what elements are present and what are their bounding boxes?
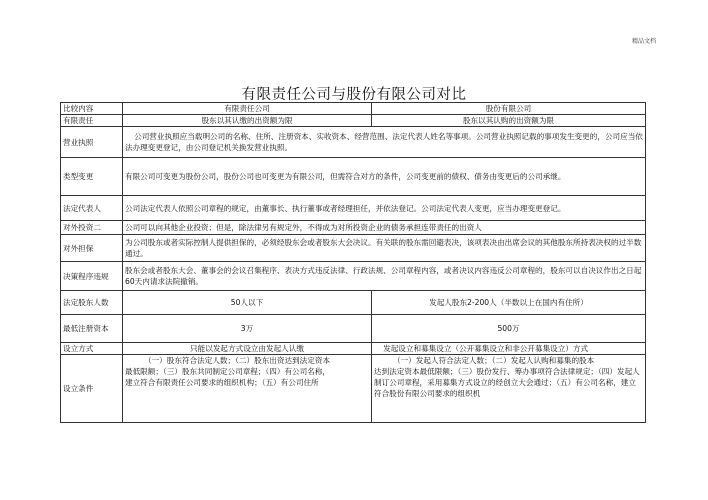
- row-label: 对外担保: [61, 235, 123, 262]
- row-label: 营业执照: [61, 127, 123, 158]
- table-cell: 公司可以向其他企业投资；但是，除法律另有规定外，不得成为对所投资企业的债务承担连带责任的出资人: [123, 221, 646, 235]
- table-cell: 股东以其认缴的出资额为限: [123, 115, 372, 127]
- table-cell: 发起设立和募集设立（公开募集设立和非公开募集设立）方式: [372, 343, 646, 355]
- cell-line: 建立符合有限责任公司要求的组织机构；（五）有公司住所: [125, 378, 319, 387]
- table-row: [61, 343, 646, 355]
- row-label: 类型变更: [61, 158, 123, 196]
- row-label: 有限责任: [61, 115, 123, 127]
- cell-line: （一）发起人符合法定人数；（二）发起人认购和募集的股本: [393, 356, 595, 365]
- table-cell: 股东以其认购的出资额为限: [372, 115, 646, 127]
- table-row: [61, 262, 646, 291]
- table-row: [61, 315, 646, 343]
- cell-line: 最低限额；（三）股东共同制定公司章程；（四）有公司名称，: [125, 367, 331, 376]
- table-row: [61, 196, 646, 221]
- table-cell: 公司法定代表人依照公司章程的规定，由董事长、执行董事或者经理担任，并依法登记。公司法定代表人变更，应当办理变更登记。: [123, 196, 646, 221]
- page-title: 有限责任公司与股份有限公司对比: [241, 87, 467, 103]
- table-row: [61, 355, 646, 423]
- cell-line: （一）股东符合法定人数；（二）股东出资达到法定资本: [144, 356, 331, 365]
- table-row: [61, 115, 646, 127]
- row-label: 设立条件: [61, 355, 123, 423]
- table-cell: 只能以发起方式设立由发起人认缴: [123, 343, 372, 355]
- table-row: [61, 235, 646, 262]
- column-header: 比较内容: [61, 103, 123, 115]
- table-cell: 500万: [372, 315, 646, 343]
- column-header: 股份有限公司: [372, 103, 646, 115]
- row-label: 对外投资二: [61, 221, 123, 235]
- column-header: 有限责任公司: [123, 103, 372, 115]
- table-cell: 发起人股东2-200人（半数以上在国内有住所）: [372, 291, 646, 315]
- table-cell: 为公司股东或者实际控制人提供担保的，必须经股东会或者股东大会决议。有关联的股东需回避表决，该项表决由出席会议的其他股东所持表决权的过半数通过。: [123, 235, 646, 262]
- header-watermark: 精品文档: [631, 38, 656, 45]
- row-label: 最低注册资本: [61, 315, 123, 343]
- row-label: 设立方式: [61, 343, 123, 355]
- row-label: 决策程序违规: [61, 262, 123, 291]
- table-cell: 有限公司可变更为股份公司，股份公司也可变更为有限公司，但需符合对方的条件，公司变更前的债权、债务由变更后的公司承继。: [123, 158, 646, 196]
- table-row: [61, 291, 646, 315]
- comparison-table: [60, 102, 646, 423]
- cell-line: 达到法定资本最低限额；（三）股份发行、筹办事项符合法律规定；（四）发起人制订公司章程，采用募集方式设立的经创立大会通过；（五）有公司名称，建立符合股份有限公司要求的组织机: [374, 367, 640, 398]
- table-header-row: [61, 103, 646, 115]
- table-cell: 股东会或者股东大会、董事会的会议召集程序、表决方式违反法律、行政法规、公司章程内容，或者决议内容违反公司章程的，股东可以自决议作出之日起 60天内请求法院撤销。: [123, 262, 646, 291]
- table-cell: 50人以下: [123, 291, 372, 315]
- table-cell: 3万: [123, 315, 372, 343]
- table-row: [61, 221, 646, 235]
- table-row: [61, 127, 646, 158]
- table-row: [61, 158, 646, 196]
- row-label: 法定股东人数: [61, 291, 123, 315]
- row-label: 法定代表人: [61, 196, 123, 221]
- table-cell: [123, 355, 372, 423]
- table-cell: 公司营业执照应当载明公司的名称、住所、注册资本、实收资本、经营范围、法定代表人姓名等事项。公司营业执照记载的事项发生变更的，公司应当依法办理变更登记，由公司登记机关换发营业执照。: [123, 127, 646, 158]
- table-cell: [372, 355, 646, 423]
